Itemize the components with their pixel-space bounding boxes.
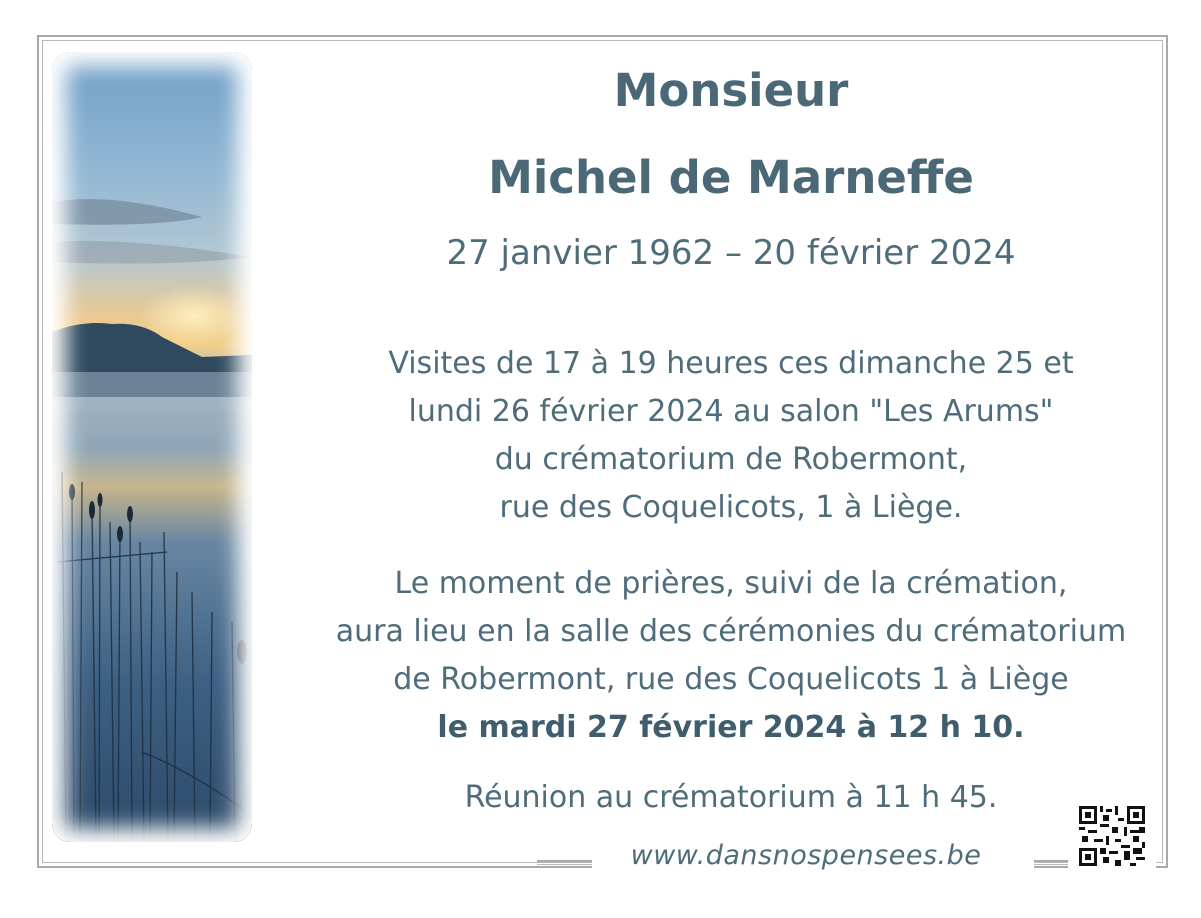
meeting-block (300, 774, 1162, 822)
ceremony-line: aura lieu en la salle des cérémonies du crématorium (335, 614, 1127, 649)
visits-line: du crématorium de Robermont, (494, 442, 968, 477)
visits-paragraph (300, 340, 1162, 532)
visits-line: Visites de 17 à 19 heures ces dimanche 25 et (388, 346, 1074, 381)
ceremony-line: de Robermont, rue des Coquelicots 1 à Liège (393, 662, 1069, 697)
name-block (300, 151, 1162, 204)
salutation: Monsieur (613, 64, 849, 117)
dates-block (300, 233, 1162, 273)
ceremony-paragraph (300, 560, 1162, 752)
frame-dash-right (1034, 860, 1068, 865)
qr-code-icon[interactable] (1079, 806, 1145, 866)
website-link[interactable]: www.dansnospensees.be (630, 840, 982, 871)
qr-code-graphic (1079, 806, 1145, 866)
ceremony-line: Le moment de prières, suivi de la crémation, (394, 566, 1068, 601)
ceremony-datetime: le mardi 27 février 2024 à 12 h 10. (437, 710, 1025, 745)
deceased-name: Michel de Marneffe (488, 151, 974, 204)
meeting-note: Réunion au crématorium à 11 h 45. (464, 780, 998, 815)
visits-line: lundi 26 février 2024 au salon "Les Arums" (408, 394, 1054, 429)
life-dates: 27 janvier 1962 – 20 février 2024 (446, 233, 1016, 273)
visits-line: rue des Coquelicots, 1 à Liège. (499, 490, 963, 525)
lake-photo-image (52, 52, 252, 842)
salutation-block (300, 64, 1162, 117)
frame-dash-left (537, 860, 592, 865)
lake-photo (52, 52, 252, 842)
